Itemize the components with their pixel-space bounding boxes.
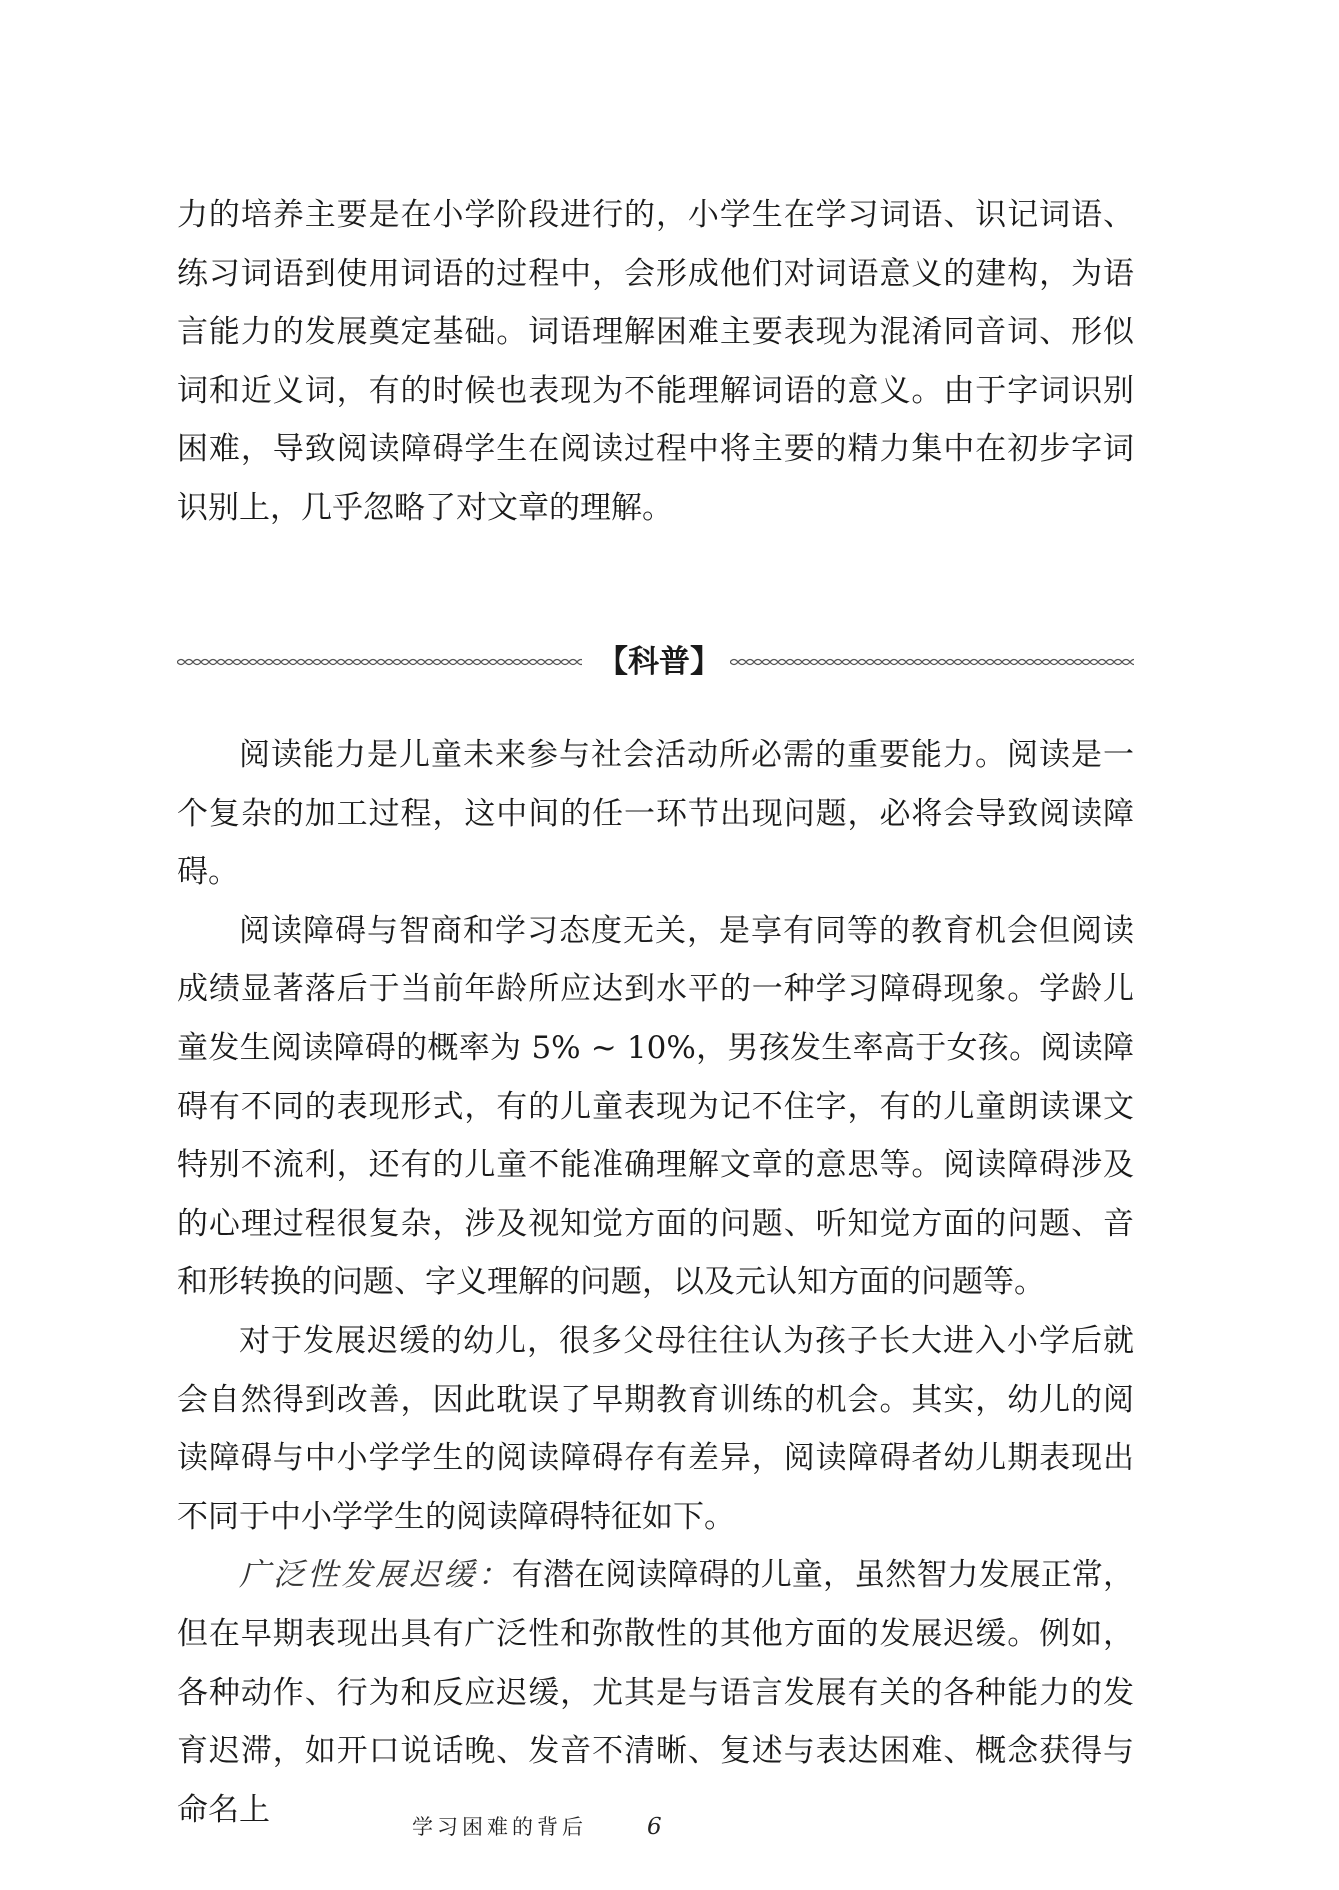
- paragraph-3: 对于发展迟缓的幼儿，很多父母往往认为孩子长大进入小学后就会自然得到改善，因此耽误了早期教育训练的机会。其实，幼儿的阅读障碍与中小学学生的阅读障碍存有差异，阅读障碍者幼儿期表现出不同于中小学学生的阅读障碍特征如下。: [177, 1322, 1134, 1535]
- term-label: 广泛性发展迟缓：: [239, 1557, 512, 1594]
- page-footer: [0, 1810, 1339, 1844]
- continued-paragraph-text: 力的培养主要是在小学阶段进行的，小学生在学习词语、识记词语、练习词语到使用词语的过程中，会形成他们对词语意义的建构，为语言能力的发展奠定基础。词语理解困难主要表现为混淆同音词、形似词和近义词，有的时候也表现为不能理解词语的意义。由于字词识别困难，导致阅读障碍学生在阅读过程中将主要的精力集中在初步字词识别上，几乎忽略了对文章的理解。: [177, 197, 1134, 526]
- paragraph-4-text: 有潜在阅读障碍的儿童，虽然智力发展正常，但在早期表现出具有广泛性和弥散性的其他方面的发展迟缓。例如，各种动作、行为和反应迟缓，尤其是与语言发展有关的各种能力的发育迟滞，如开口说话晚、发音不清晰、复述与表达困难、概念获得与命名上: [177, 1557, 1134, 1828]
- paragraph-2: 阅读障碍与智商和学习态度无关，是享有同等的教育机会但阅读成绩显著落后于当前年龄所应达到水平的一种学习障碍现象。学龄儿童发生阅读障碍的概率为 5% ~ 10%，男孩发生率高于女孩。阅读障碍有不同的表现形式，有的儿童表现为记不住字，有的儿童朗读课文特别不流利，还有的儿童不能准确理解文章的意思等。阅读障碍涉及的心理过程很复杂，涉及视知觉方面的问题、听知觉方面的问题、音和形转换的问题、字义理解的问题，以及元认知方面的问题等。: [177, 912, 1134, 1301]
- ornament-line-right: [730, 656, 1134, 668]
- page-number: 6: [647, 1814, 662, 1840]
- paragraph-1: 阅读能力是儿童未来参与社会活动所必需的重要能力。阅读是一个复杂的加工过程，这中间的任一环节出现问题，必将会导致阅读障碍。: [177, 737, 1134, 891]
- paragraph-4: [177, 1546, 1134, 1839]
- section-heading: [177, 640, 1134, 684]
- section-title: 【科普】: [597, 644, 721, 680]
- body-text: [177, 726, 1134, 1839]
- ornament-line-left: [177, 656, 582, 668]
- continued-paragraph: [177, 186, 1134, 538]
- running-title: 学习困难的背后: [412, 1815, 587, 1839]
